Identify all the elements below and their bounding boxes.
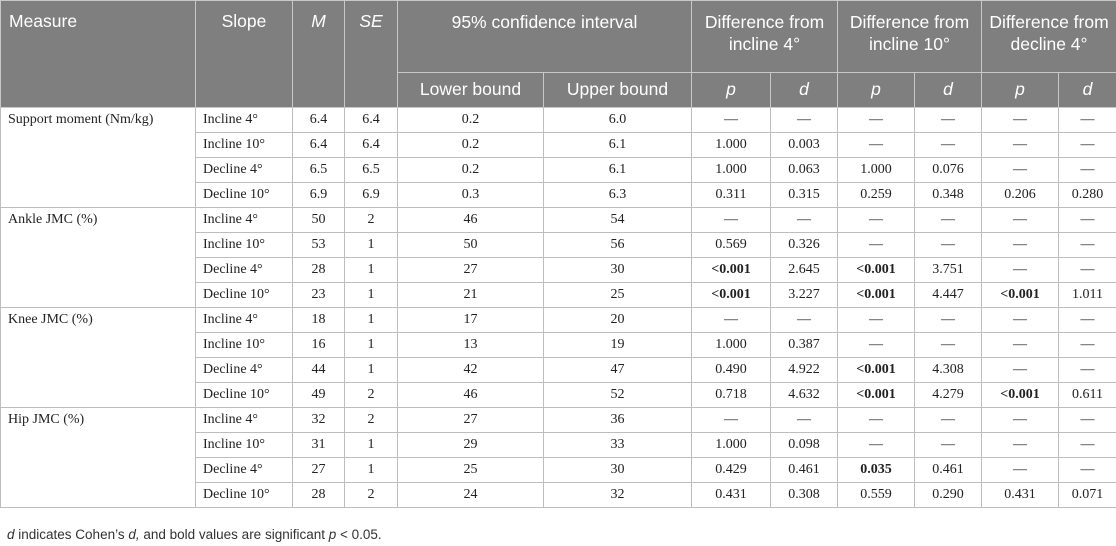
p-incline10-cell: — [838,108,915,133]
d-decline4-cell: — [1059,208,1116,233]
slope-cell: Incline 4° [196,108,293,133]
p-decline4-cell: — [982,358,1059,383]
p-incline4-cell: — [692,408,771,433]
table-row [1,208,1116,233]
mean-cell: 49 [293,383,345,408]
upper-bound-cell: 32 [544,483,692,508]
d-decline4-cell: — [1059,308,1116,333]
p-decline4-cell: — [982,133,1059,158]
upper-bound-cell: 19 [544,333,692,358]
d-incline10-cell: 0.461 [915,458,982,483]
p-incline10-cell: 1.000 [838,158,915,183]
upper-bound-cell: 33 [544,433,692,458]
header-p: p [838,73,915,108]
p-incline10-cell: 0.035 [838,458,915,483]
slope-cell: Decline 10° [196,183,293,208]
upper-bound-cell: 47 [544,358,692,383]
d-incline4-cell: 0.308 [771,483,838,508]
upper-bound-cell: 30 [544,258,692,283]
header-p: p [982,73,1059,108]
upper-bound-cell: 36 [544,408,692,433]
table-row [1,308,1116,333]
mean-cell: 6.4 [293,133,345,158]
p-decline4-cell: — [982,233,1059,258]
lower-bound-cell: 0.2 [398,108,544,133]
table-footnote: d indicates Cohen’s d, and bold values are significant p < 0.05. [7,527,382,542]
d-incline10-cell: 4.447 [915,283,982,308]
p-incline10-cell: — [838,233,915,258]
slope-cell: Decline 4° [196,358,293,383]
header-diff-incline-4: Difference from incline 4° [692,1,838,73]
mean-cell: 6.9 [293,183,345,208]
d-incline10-cell: — [915,233,982,258]
se-cell: 2 [345,408,398,433]
slope-cell: Incline 10° [196,333,293,358]
slope-cell: Decline 4° [196,458,293,483]
p-decline4-cell: — [982,333,1059,358]
slope-cell: Incline 10° [196,233,293,258]
upper-bound-cell: 6.1 [544,133,692,158]
d-incline4-cell: 0.387 [771,333,838,358]
d-decline4-cell: 0.280 [1059,183,1116,208]
upper-bound-cell: 30 [544,458,692,483]
d-incline4-cell: 4.632 [771,383,838,408]
p-decline4-cell: — [982,208,1059,233]
p-incline10-cell: 0.559 [838,483,915,508]
d-incline10-cell: 3.751 [915,258,982,283]
p-incline4-cell: 0.718 [692,383,771,408]
p-incline4-cell: 0.311 [692,183,771,208]
p-incline10-cell: <0.001 [838,383,915,408]
header-measure: Measure [1,1,196,108]
lower-bound-cell: 0.3 [398,183,544,208]
header-slope: Slope [196,1,293,108]
slope-cell: Decline 10° [196,283,293,308]
d-incline10-cell: — [915,408,982,433]
d-decline4-cell: — [1059,358,1116,383]
lower-bound-cell: 29 [398,433,544,458]
p-incline4-cell: 0.569 [692,233,771,258]
se-cell: 1 [345,433,398,458]
se-cell: 1 [345,358,398,383]
d-incline10-cell: — [915,433,982,458]
d-incline4-cell: 0.461 [771,458,838,483]
p-incline4-cell: <0.001 [692,283,771,308]
d-decline4-cell: 0.611 [1059,383,1116,408]
d-decline4-cell: 1.011 [1059,283,1116,308]
upper-bound-cell: 52 [544,383,692,408]
p-incline4-cell: <0.001 [692,258,771,283]
table-row [1,108,1116,133]
p-decline4-cell: — [982,108,1059,133]
d-incline10-cell: — [915,333,982,358]
upper-bound-cell: 6.3 [544,183,692,208]
slope-cell: Decline 10° [196,483,293,508]
p-decline4-cell: — [982,258,1059,283]
d-incline10-cell: 4.308 [915,358,982,383]
se-cell: 1 [345,258,398,283]
mean-cell: 28 [293,483,345,508]
d-incline4-cell: 0.003 [771,133,838,158]
header-lower-bound: Lower bound [398,73,544,108]
se-cell: 2 [345,208,398,233]
header-confidence-interval: 95% confidence interval [398,1,692,73]
mean-cell: 44 [293,358,345,383]
se-cell: 6.4 [345,108,398,133]
d-incline4-cell: 3.227 [771,283,838,308]
p-incline4-cell: — [692,108,771,133]
upper-bound-cell: 6.1 [544,158,692,183]
mean-cell: 32 [293,408,345,433]
slope-cell: Incline 4° [196,208,293,233]
d-incline4-cell: 0.098 [771,433,838,458]
lower-bound-cell: 21 [398,283,544,308]
lower-bound-cell: 27 [398,408,544,433]
slope-cell: Decline 4° [196,158,293,183]
slope-cell: Incline 4° [196,308,293,333]
p-incline10-cell: <0.001 [838,258,915,283]
lower-bound-cell: 13 [398,333,544,358]
p-incline10-cell: <0.001 [838,358,915,383]
d-incline10-cell: 0.076 [915,158,982,183]
d-incline10-cell: — [915,208,982,233]
d-incline10-cell: — [915,108,982,133]
se-cell: 1 [345,333,398,358]
p-decline4-cell: — [982,458,1059,483]
p-incline4-cell: 1.000 [692,333,771,358]
se-cell: 1 [345,308,398,333]
p-incline10-cell: — [838,408,915,433]
p-incline4-cell: 0.429 [692,458,771,483]
d-decline4-cell: — [1059,433,1116,458]
p-incline4-cell: — [692,308,771,333]
slope-cell: Incline 10° [196,133,293,158]
lower-bound-cell: 46 [398,208,544,233]
mean-cell: 53 [293,233,345,258]
se-cell: 6.9 [345,183,398,208]
measure-cell: Support moment (Nm/kg) [1,108,196,208]
p-incline10-cell: — [838,208,915,233]
p-decline4-cell: 0.431 [982,483,1059,508]
header-d: d [1059,73,1116,108]
measure-cell: Ankle JMC (%) [1,208,196,308]
header-se: SE [345,1,398,108]
upper-bound-cell: 20 [544,308,692,333]
header-d: d [915,73,982,108]
p-decline4-cell: — [982,433,1059,458]
d-incline10-cell: 0.348 [915,183,982,208]
d-decline4-cell: — [1059,233,1116,258]
se-cell: 2 [345,383,398,408]
p-incline4-cell: 1.000 [692,433,771,458]
p-decline4-cell: <0.001 [982,283,1059,308]
mean-cell: 28 [293,258,345,283]
table-row [1,408,1116,433]
d-incline4-cell: — [771,108,838,133]
p-incline4-cell: 1.000 [692,158,771,183]
d-incline10-cell: — [915,308,982,333]
p-incline4-cell: 1.000 [692,133,771,158]
lower-bound-cell: 17 [398,308,544,333]
d-incline4-cell: 0.326 [771,233,838,258]
p-incline10-cell: — [838,333,915,358]
header-mean: M [293,1,345,108]
d-decline4-cell: 0.071 [1059,483,1116,508]
d-incline4-cell: — [771,408,838,433]
p-decline4-cell: — [982,408,1059,433]
se-cell: 1 [345,283,398,308]
upper-bound-cell: 56 [544,233,692,258]
d-incline4-cell: 0.315 [771,183,838,208]
mean-cell: 23 [293,283,345,308]
header-upper-bound: Upper bound [544,73,692,108]
p-decline4-cell: <0.001 [982,383,1059,408]
p-incline10-cell: <0.001 [838,283,915,308]
p-incline10-cell: — [838,133,915,158]
d-decline4-cell: — [1059,408,1116,433]
header-p: p [692,73,771,108]
d-incline4-cell: 0.063 [771,158,838,183]
d-decline4-cell: — [1059,458,1116,483]
se-cell: 2 [345,483,398,508]
header-d: d [771,73,838,108]
d-incline10-cell: 0.290 [915,483,982,508]
lower-bound-cell: 25 [398,458,544,483]
header-diff-decline-4: Difference from decline 4° [982,1,1116,73]
d-incline10-cell: 4.279 [915,383,982,408]
lower-bound-cell: 27 [398,258,544,283]
d-decline4-cell: — [1059,108,1116,133]
mean-cell: 6.4 [293,108,345,133]
p-decline4-cell: 0.206 [982,183,1059,208]
lower-bound-cell: 24 [398,483,544,508]
d-decline4-cell: — [1059,258,1116,283]
p-incline10-cell: — [838,308,915,333]
lower-bound-cell: 50 [398,233,544,258]
p-decline4-cell: — [982,308,1059,333]
lower-bound-cell: 42 [398,358,544,383]
p-incline4-cell: 0.490 [692,358,771,383]
slope-cell: Incline 4° [196,408,293,433]
se-cell: 1 [345,233,398,258]
upper-bound-cell: 54 [544,208,692,233]
measure-cell: Knee JMC (%) [1,308,196,408]
mean-cell: 18 [293,308,345,333]
se-cell: 6.5 [345,158,398,183]
mean-cell: 31 [293,433,345,458]
mean-cell: 27 [293,458,345,483]
upper-bound-cell: 6.0 [544,108,692,133]
d-incline4-cell: — [771,308,838,333]
d-incline4-cell: 2.645 [771,258,838,283]
table-body [1,108,1116,508]
measure-cell: Hip JMC (%) [1,408,196,508]
lower-bound-cell: 46 [398,383,544,408]
se-cell: 1 [345,458,398,483]
slope-cell: Incline 10° [196,433,293,458]
d-incline10-cell: — [915,133,982,158]
d-incline4-cell: 4.922 [771,358,838,383]
slope-cell: Decline 10° [196,383,293,408]
mean-cell: 16 [293,333,345,358]
p-incline4-cell: 0.431 [692,483,771,508]
mean-cell: 50 [293,208,345,233]
p-decline4-cell: — [982,158,1059,183]
lower-bound-cell: 0.2 [398,158,544,183]
se-cell: 6.4 [345,133,398,158]
p-incline4-cell: — [692,208,771,233]
d-decline4-cell: — [1059,158,1116,183]
lower-bound-cell: 0.2 [398,133,544,158]
mean-cell: 6.5 [293,158,345,183]
table-header [1,1,1116,108]
d-incline4-cell: — [771,208,838,233]
header-diff-incline-10: Difference from incline 10° [838,1,982,73]
p-incline10-cell: — [838,433,915,458]
slope-cell: Decline 4° [196,258,293,283]
p-incline10-cell: 0.259 [838,183,915,208]
d-decline4-cell: — [1059,333,1116,358]
upper-bound-cell: 25 [544,283,692,308]
d-decline4-cell: — [1059,133,1116,158]
